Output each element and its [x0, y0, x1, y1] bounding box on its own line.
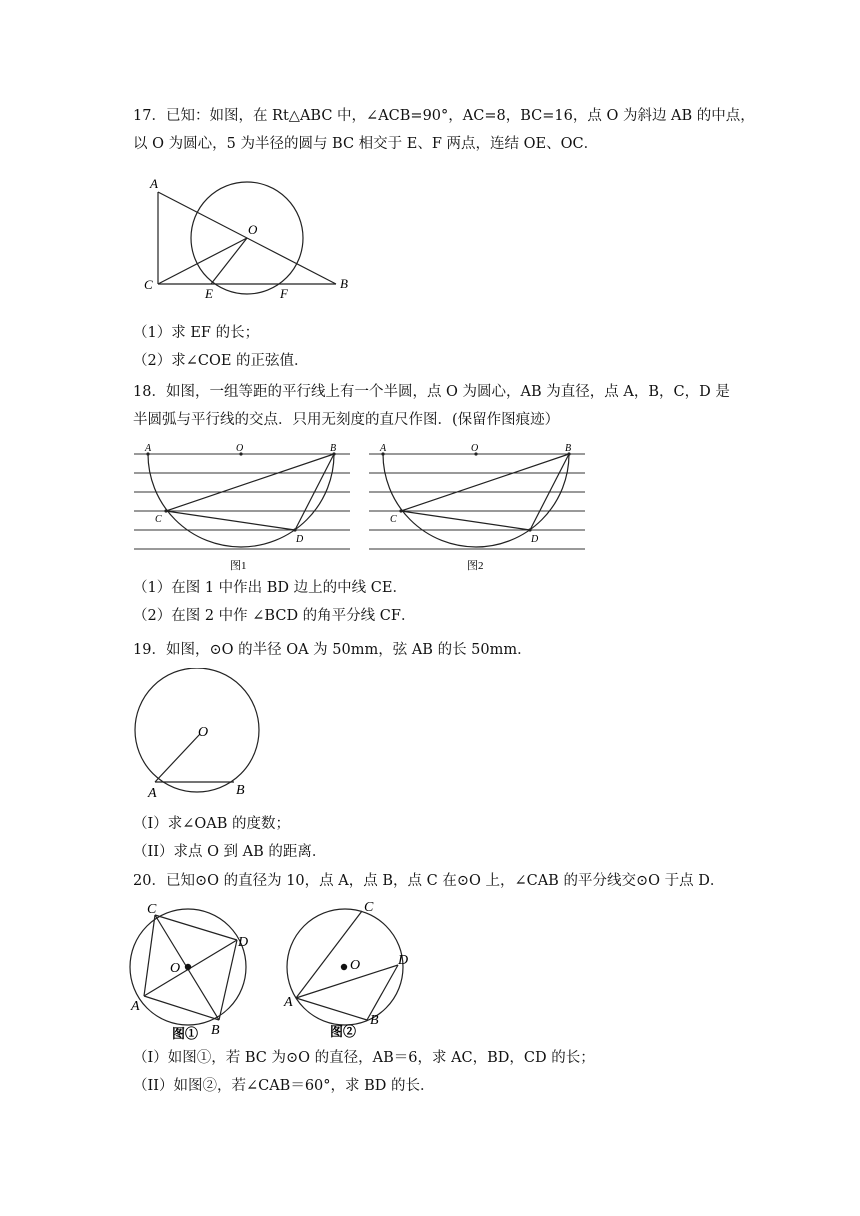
- q20-fig1-label-a: A: [131, 999, 140, 1014]
- q17-sub2: （2）求∠COE 的正弦值．: [133, 353, 309, 369]
- q18-text-line2: 半圆弧与平行线的交点．只用无刻度的直尺作图．(保留作图痕迹）: [133, 412, 560, 428]
- q18-fig1-label-d: D: [296, 534, 304, 545]
- q18-caption2: 图2: [467, 560, 484, 572]
- q20-fig2-label-o: O: [350, 958, 361, 973]
- q20-fig2-label-d: D: [398, 953, 409, 968]
- q20-fig2-label-b: B: [370, 1013, 379, 1028]
- q17-label-c: C: [144, 277, 153, 292]
- q20-figure2: [280, 898, 420, 1046]
- q20-figure1: [125, 898, 260, 1046]
- q20-sub2: （II）如图②，若∠CAB＝60°，求 BD 的长．: [133, 1078, 435, 1094]
- q18-fig1-label-b: B: [330, 443, 337, 454]
- q17-sub1: （1）求 EF 的长；: [133, 325, 260, 341]
- q19-sub1: （I）求∠OAB 的度数；: [133, 816, 291, 832]
- q19-sub2: （II）求点 O 到 AB 的距离．: [133, 844, 327, 860]
- q20-fig1-label-o: O: [170, 961, 181, 976]
- q19-label-b: B: [236, 783, 245, 798]
- q20-fig1-label-c: C: [147, 902, 157, 917]
- q17-label-e: E: [205, 286, 213, 300]
- q20-sub1: （I）如图①，若 BC 为⊙O 的直径，AB＝6，求 AC，BD，CD 的长；: [133, 1050, 595, 1066]
- q18-fig1-label-a: A: [145, 443, 152, 454]
- q18-text-line1: 18．如图，一组等距的平行线上有一个半圆，点 O 为圆心，AB 为直径，点 A，B，C，D 是: [133, 384, 730, 400]
- q18-fig2-label-c: C: [390, 514, 397, 525]
- q19-text-line1: 19．如图，⊙O 的半径 OA 为 50mm，弦 AB 的长 50mm．: [133, 642, 532, 658]
- q18-fig2-label-b: B: [565, 443, 572, 454]
- q18-caption1: 图1: [230, 560, 247, 572]
- q18-fig1-label-c: C: [155, 514, 162, 525]
- q20-fig1-label-b: B: [211, 1023, 220, 1038]
- q18-figure1: [130, 438, 355, 573]
- q18-fig2-label-o: O: [471, 443, 479, 454]
- q18-fig1-label-o: O: [236, 443, 244, 454]
- q20-fig1-label-d: D: [238, 935, 249, 950]
- q17-label-f: F: [280, 286, 288, 300]
- q17-label-b: B: [340, 276, 348, 291]
- q18-fig2-label-d: D: [531, 534, 539, 545]
- q17-label-o: O: [248, 222, 258, 237]
- q17-label-a: A: [150, 176, 158, 191]
- q20-caption1: 图①: [172, 1026, 199, 1041]
- q18-sub2: （2）在图 2 中作 ∠BCD 的角平分线 CF．: [133, 608, 416, 624]
- q18-fig2-label-a: A: [380, 443, 387, 454]
- q18-sub1: （1）在图 1 中作出 BD 边上的中线 CE．: [133, 580, 407, 596]
- q19-label-a: A: [148, 786, 157, 801]
- q19-label-o: O: [198, 725, 209, 740]
- q20-caption2: 图②: [330, 1024, 357, 1039]
- q18-figure2: [365, 438, 590, 573]
- q17-text-line1: 17．已知：如图，在 Rt△ABC 中，∠ACB=90°，AC=8，BC=16，点 O 为斜边 AB 的中点，: [133, 108, 755, 124]
- q20-text-line1: 20．已知⊙O 的直径为 10，点 A，点 B，点 C 在⊙O 上，∠CAB 的平分线交⊙O 于点 D．: [133, 873, 725, 889]
- q20-fig2-label-c: C: [364, 900, 374, 915]
- q20-fig2-label-a: A: [284, 995, 293, 1010]
- q17-figure: [140, 170, 370, 300]
- q17-text-line2: 以 O 为圆心，5 为半径的圆与 BC 相交于 E、F 两点，连结 OE、OC．: [133, 136, 599, 152]
- q19-figure: [130, 668, 270, 803]
